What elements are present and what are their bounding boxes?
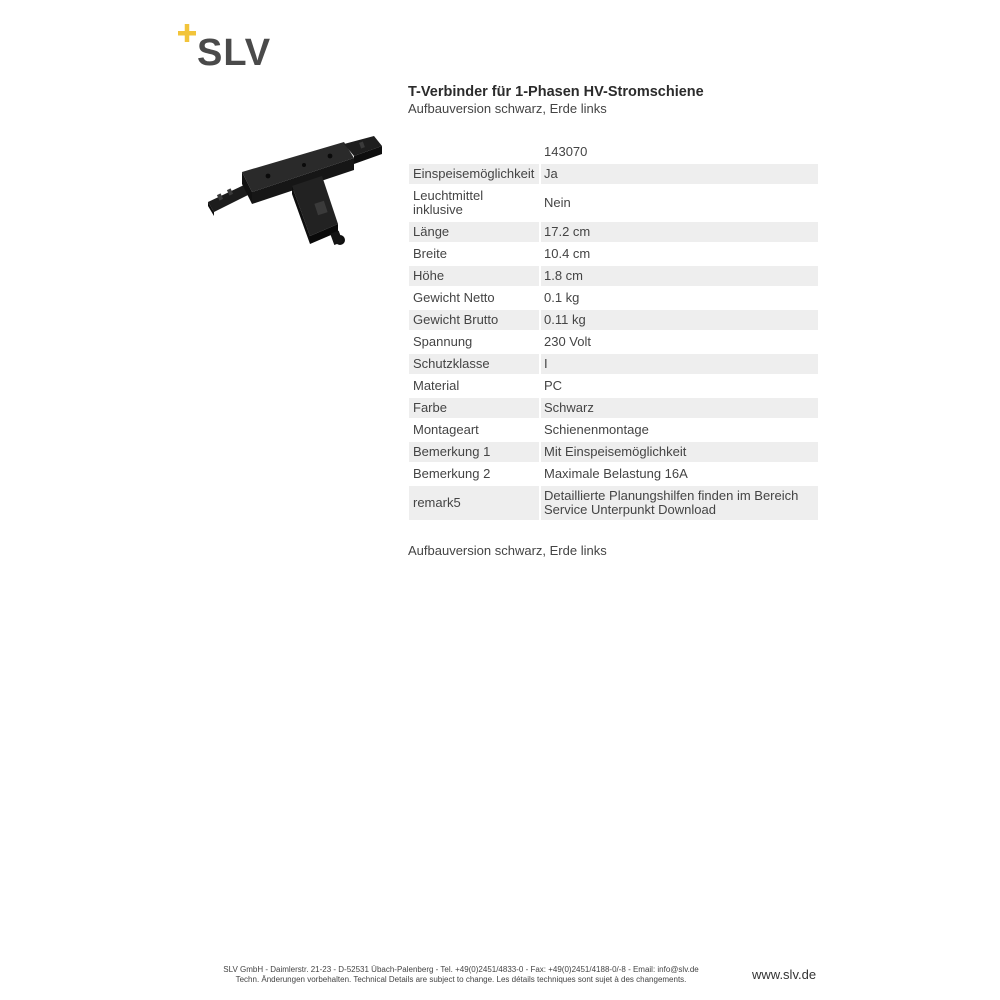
spec-label: Höhe bbox=[409, 266, 539, 286]
spec-value: Schienenmontage bbox=[539, 420, 818, 440]
table-row bbox=[409, 164, 818, 184]
table-row bbox=[409, 486, 818, 520]
table-row bbox=[409, 376, 818, 396]
table-row bbox=[409, 464, 818, 484]
t-connector-icon bbox=[204, 132, 386, 252]
spec-value: Ja bbox=[539, 164, 818, 184]
spec-value: 0.1 kg bbox=[539, 288, 818, 308]
spec-label: Spannung bbox=[409, 332, 539, 352]
article-number: 143070 bbox=[539, 142, 818, 162]
product-header bbox=[408, 84, 828, 117]
table-row bbox=[409, 288, 818, 308]
spec-value: 230 Volt bbox=[539, 332, 818, 352]
spec-label: Material bbox=[409, 376, 539, 396]
spec-value: Nein bbox=[539, 186, 818, 220]
table-row bbox=[409, 222, 818, 242]
spec-label: Bemerkung 2 bbox=[409, 464, 539, 484]
product-subtitle: Aufbauversion schwarz, Erde links bbox=[408, 101, 607, 116]
footer-address: SLV GmbH - Daimlerstr. 21-23 - D-52531 Übach-Palenberg - Tel. +49(0)2451/4833-0 - Fax: +49(0)2451/4188-0/-8 - Email: info@slv.de bbox=[223, 965, 699, 974]
spec-value: 17.2 cm bbox=[539, 222, 818, 242]
spec-label: Gewicht Brutto bbox=[409, 310, 539, 330]
footer bbox=[180, 965, 742, 985]
spec-label: Länge bbox=[409, 222, 539, 242]
spec-label: Farbe bbox=[409, 398, 539, 418]
table-row bbox=[409, 398, 818, 418]
spec-value: Maximale Belastung 16A bbox=[539, 464, 818, 484]
table-row bbox=[409, 354, 818, 374]
product-image bbox=[204, 132, 386, 252]
spec-label: Einspeisemöglichkeit bbox=[409, 164, 539, 184]
spec-table bbox=[409, 140, 818, 522]
spec-label: Gewicht Netto bbox=[409, 288, 539, 308]
table-row bbox=[409, 266, 818, 286]
spec-label: Montageart bbox=[409, 420, 539, 440]
table-row bbox=[409, 186, 818, 220]
table-row bbox=[409, 244, 818, 264]
slv-logo bbox=[178, 22, 278, 68]
spec-label: Bemerkung 1 bbox=[409, 442, 539, 462]
table-row bbox=[409, 442, 818, 462]
product-description: Aufbauversion schwarz, Erde links bbox=[408, 543, 607, 558]
spec-value: Schwarz bbox=[539, 398, 818, 418]
spec-label: Breite bbox=[409, 244, 539, 264]
spec-label bbox=[409, 142, 539, 162]
table-row bbox=[409, 310, 818, 330]
spec-value: PC bbox=[539, 376, 818, 396]
product-title: T-Verbinder für 1-Phasen HV-Stromschiene bbox=[408, 84, 704, 100]
spec-value: Mit Einspeisemöglichkeit bbox=[539, 442, 818, 462]
spec-value: I bbox=[539, 354, 818, 374]
logo-wordmark: SLV bbox=[197, 32, 272, 68]
spec-value: 10.4 cm bbox=[539, 244, 818, 264]
spec-value: 1.8 cm bbox=[539, 266, 818, 286]
table-row bbox=[409, 332, 818, 352]
table-row bbox=[409, 420, 818, 440]
website-link[interactable]: www.slv.de bbox=[752, 967, 817, 982]
spec-value: Detaillierte Planungshilfen finden im Bereich Service Unterpunkt Download bbox=[539, 486, 818, 520]
spec-value: 0.11 kg bbox=[539, 310, 818, 330]
footer-disclaimer: Techn. Änderungen vorbehalten. Technical Details are subject to change. Les détails techniques sont sujet à des changements. bbox=[235, 975, 687, 984]
table-row bbox=[409, 142, 818, 162]
spec-label: Schutzklasse bbox=[409, 354, 539, 374]
spec-label: Leuchtmittel inklusive bbox=[409, 186, 539, 220]
spec-label: remark5 bbox=[409, 486, 539, 520]
plus-icon bbox=[178, 24, 196, 42]
